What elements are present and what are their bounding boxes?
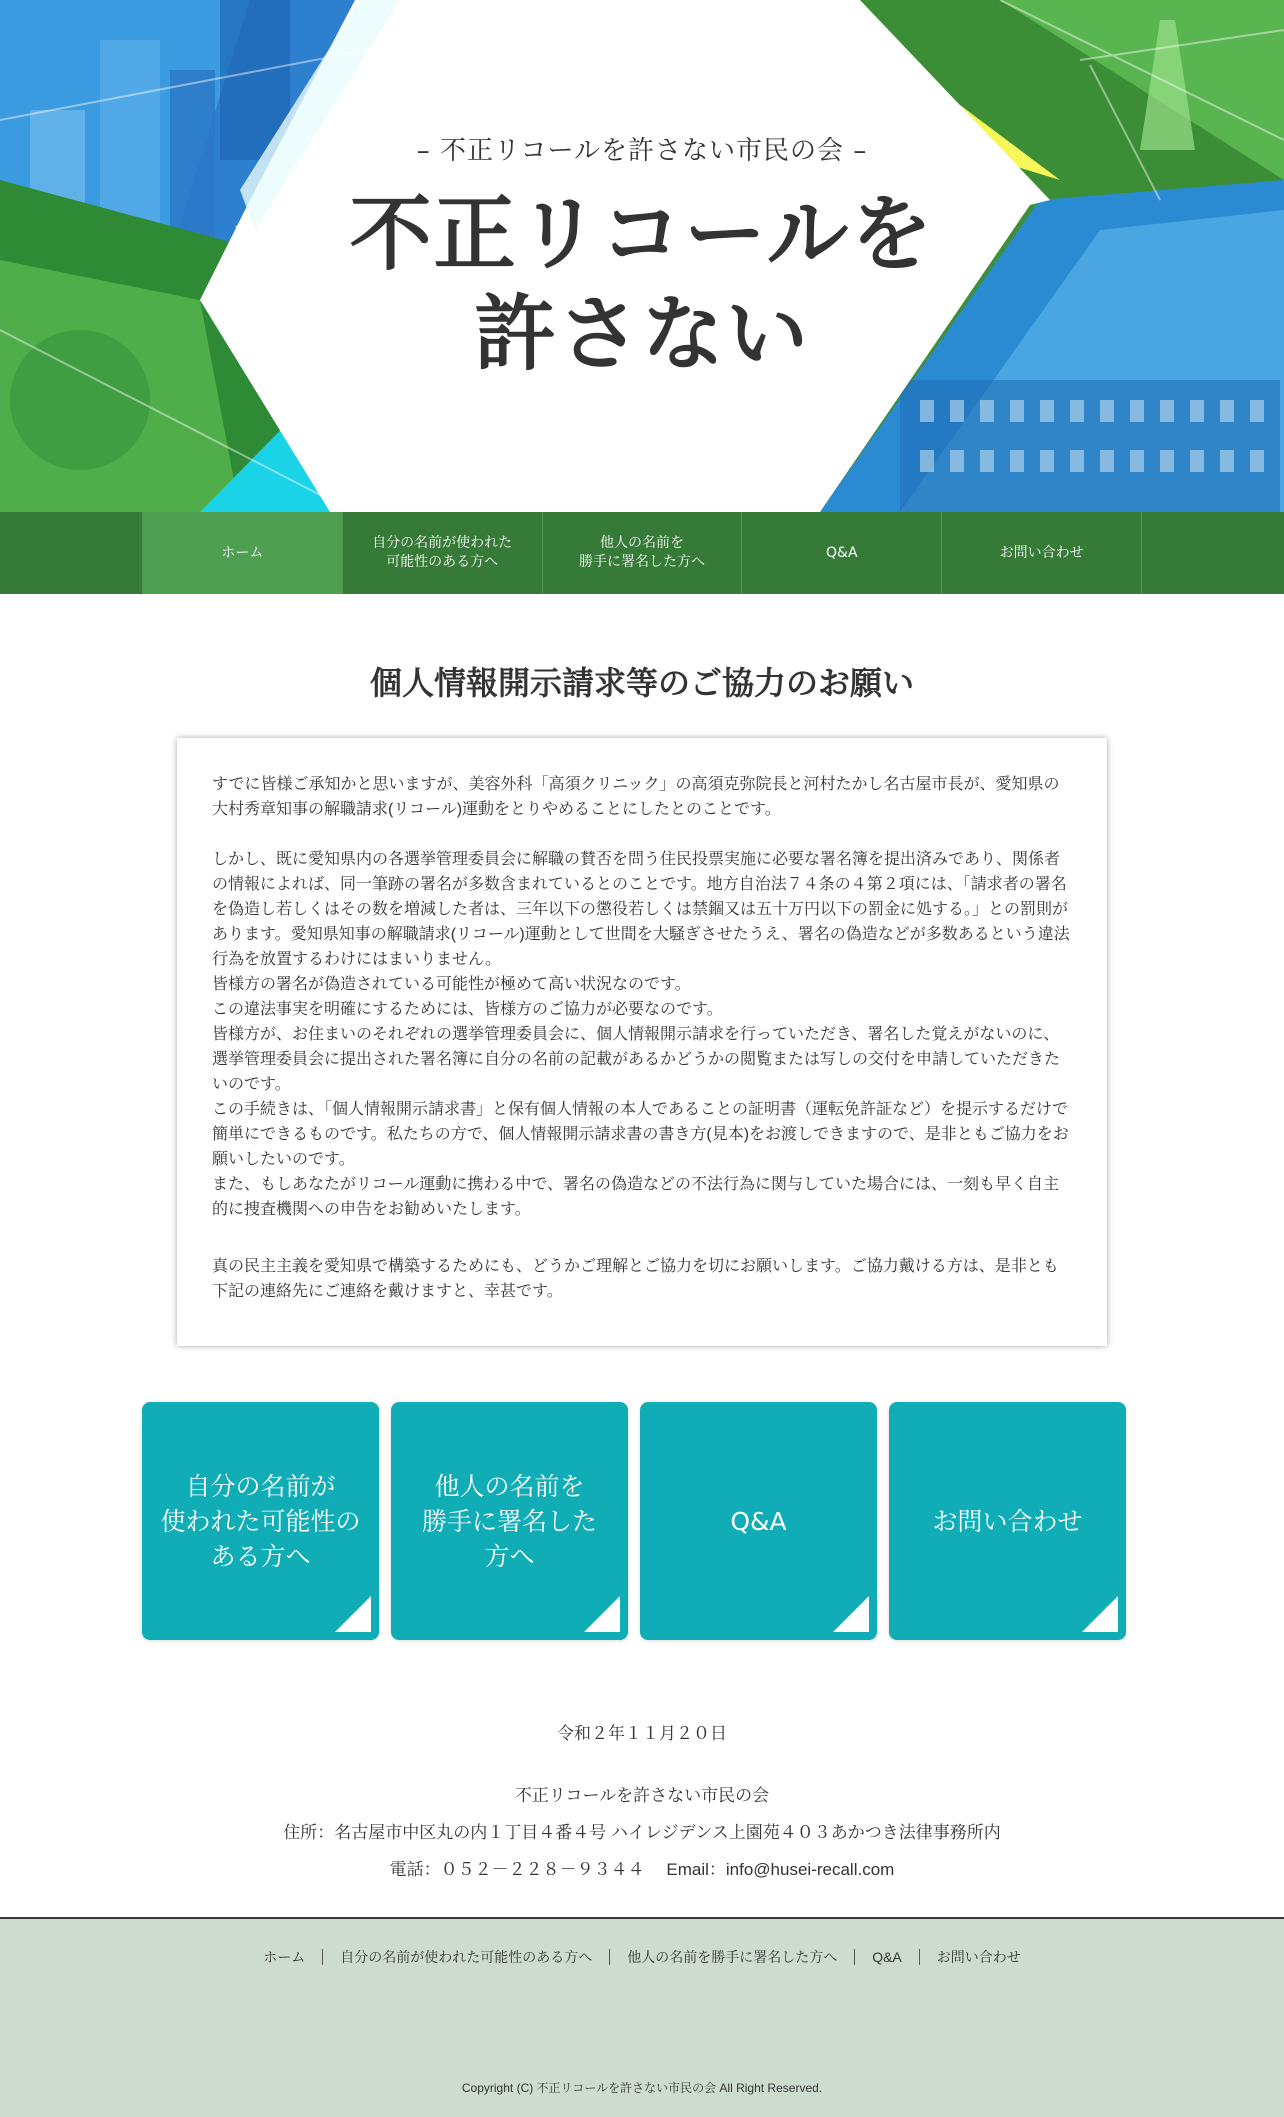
message-paragraph: この手続きは、「個人情報開示請求書」と保有個人情報の本人であることの証明書（運転免許証など）を提示するだけで簡単にできるものです。私たちの方で、個人情報開示請求書の書き方(見本)をお渡しできますので、是非ともご協力をお願いしたいのです。: [212, 1101, 1069, 1168]
corner-arrow-icon: [1082, 1596, 1118, 1632]
tile-label: Q&A: [730, 1506, 787, 1536]
corner-arrow-icon: [335, 1596, 371, 1632]
corner-arrow-icon: [833, 1596, 869, 1632]
tile-qa[interactable]: [640, 1402, 877, 1640]
footer-link-name-used[interactable]: 自分の名前が使われた可能性のある方へ: [322, 1949, 609, 1965]
nav-item-qa[interactable]: Q&A: [742, 512, 942, 594]
footer-link-signed-others[interactable]: 他人の名前を勝手に署名した方へ: [609, 1949, 854, 1965]
copyright: Copyright (C) 不正リコールを許さない市民の会 All Right Reserved.: [461, 2081, 823, 2095]
message-paragraph: また、もしあなたがリコール運動に携わる中で、署名の偽造などの不法行為に関与していた場合には、一刻も早く自主的に捜査機関への申告をお勧めいたします。: [212, 1176, 1060, 1218]
tile-name-used[interactable]: [142, 1402, 379, 1640]
tile-label: お問い合わせ: [932, 1506, 1083, 1536]
message-paragraph: すでに皆様ご承知かと思いますが、美容外科「高須クリニック」の高須克弥院長と河村たかし名古屋市長が、愛知県の大村秀章知事の解職請求(リコール)運動をとりやめることにしたとのことです。: [212, 776, 1060, 818]
tile-label: 自分の名前が 使われた可能性の ある方へ: [160, 1471, 361, 1571]
message-paragraph: 皆様方が、お住まいのそれぞれの選挙管理委員会に、個人情報開示請求を行っていただき、署名した覚えがないのに、選挙管理委員会に提出された署名簿に自分の名前の記載があるかどうかの閲覧または写しの交付を申請していただきたいのです。: [212, 1026, 1061, 1093]
footer: [0, 1917, 1284, 2117]
message-paragraph: この違法事実を明確にするためには、皆様方のご協力が必要なのです。: [212, 1001, 723, 1018]
footer-link-contact[interactable]: お問い合わせ: [919, 1949, 1038, 1965]
hero-subtitle: – 不正リコールを許さない市民の会 –: [416, 136, 868, 166]
message-paragraph: 皆様方の署名が偽造されている可能性が極めて高い状況なのです。: [212, 976, 691, 993]
hero-banner: [0, 0, 1284, 512]
nav-item-contact[interactable]: お問い合わせ: [942, 512, 1142, 594]
link-tiles: [142, 1402, 1127, 1640]
footer-link-qa[interactable]: Q&A: [854, 1949, 919, 1965]
hero-title: [0, 185, 1284, 385]
message-paragraph: しかし、既に愛知県内の各選挙管理委員会に解職の賛否を問う住民投票実施に必要な署名簿を提出済みであり、関係者の情報によれば、同一筆跡の署名が多数含まれているとのことです。地方自治法７４条の４第２項には、「請求者の署名を偽造し若しくはその数を増減した者は、三年以下の懲役若しくは禁錮又は五十万円以下の罰金に処する。」との罰則があります。愛知県知事の解職請求(リコール)運動として世間を大騒ぎさせたうえ、署名の偽造などが多数あるという違法行為を放置するわけにはまいりません。: [212, 851, 1070, 968]
request-message-card: [177, 738, 1107, 1346]
phone-email: 電話：０５２－２２８－９３４４ Email：info@husei-recall.com: [389, 1860, 895, 1879]
tile-label: 他人の名前を 勝手に署名した 方へ: [421, 1471, 597, 1571]
corner-arrow-icon: [584, 1596, 620, 1632]
nav-item-home[interactable]: ホーム: [143, 512, 343, 594]
tile-signed-others[interactable]: [391, 1402, 628, 1640]
nav-item-name-used[interactable]: 自分の名前が使われた 可能性のある方へ: [343, 512, 543, 594]
hero-title-line1: 不正リコールを: [349, 187, 935, 282]
organization-name: 不正リコールを許さない市民の会: [514, 1786, 770, 1805]
tile-contact[interactable]: [889, 1402, 1126, 1640]
footer-link-home[interactable]: ホーム: [263, 1949, 306, 1965]
address: 住所：名古屋市中区丸の内１丁目４番４号 ハイレジデンス上園苑４０３あかつき法律事務所内: [283, 1823, 1001, 1842]
page-title: 個人情報開示請求等のご協力のお願い: [369, 664, 914, 702]
nav-list: [142, 512, 1142, 594]
message-paragraph: 真の民主主義を愛知県で構築するためにも、どうかご理解とご協力を切にお願いします。ご協力戴ける方は、是非とも下記の連絡先にご連絡を戴けますと、幸甚です。: [212, 1258, 1059, 1300]
footer-nav: [0, 1949, 1284, 1965]
hero-title-line2: 許さない: [473, 287, 810, 382]
main-nav: [0, 512, 1284, 594]
issue-date: 令和２年１１月２０日: [557, 1724, 727, 1743]
nav-item-signed-others[interactable]: 他人の名前を 勝手に署名した方へ: [543, 512, 743, 594]
